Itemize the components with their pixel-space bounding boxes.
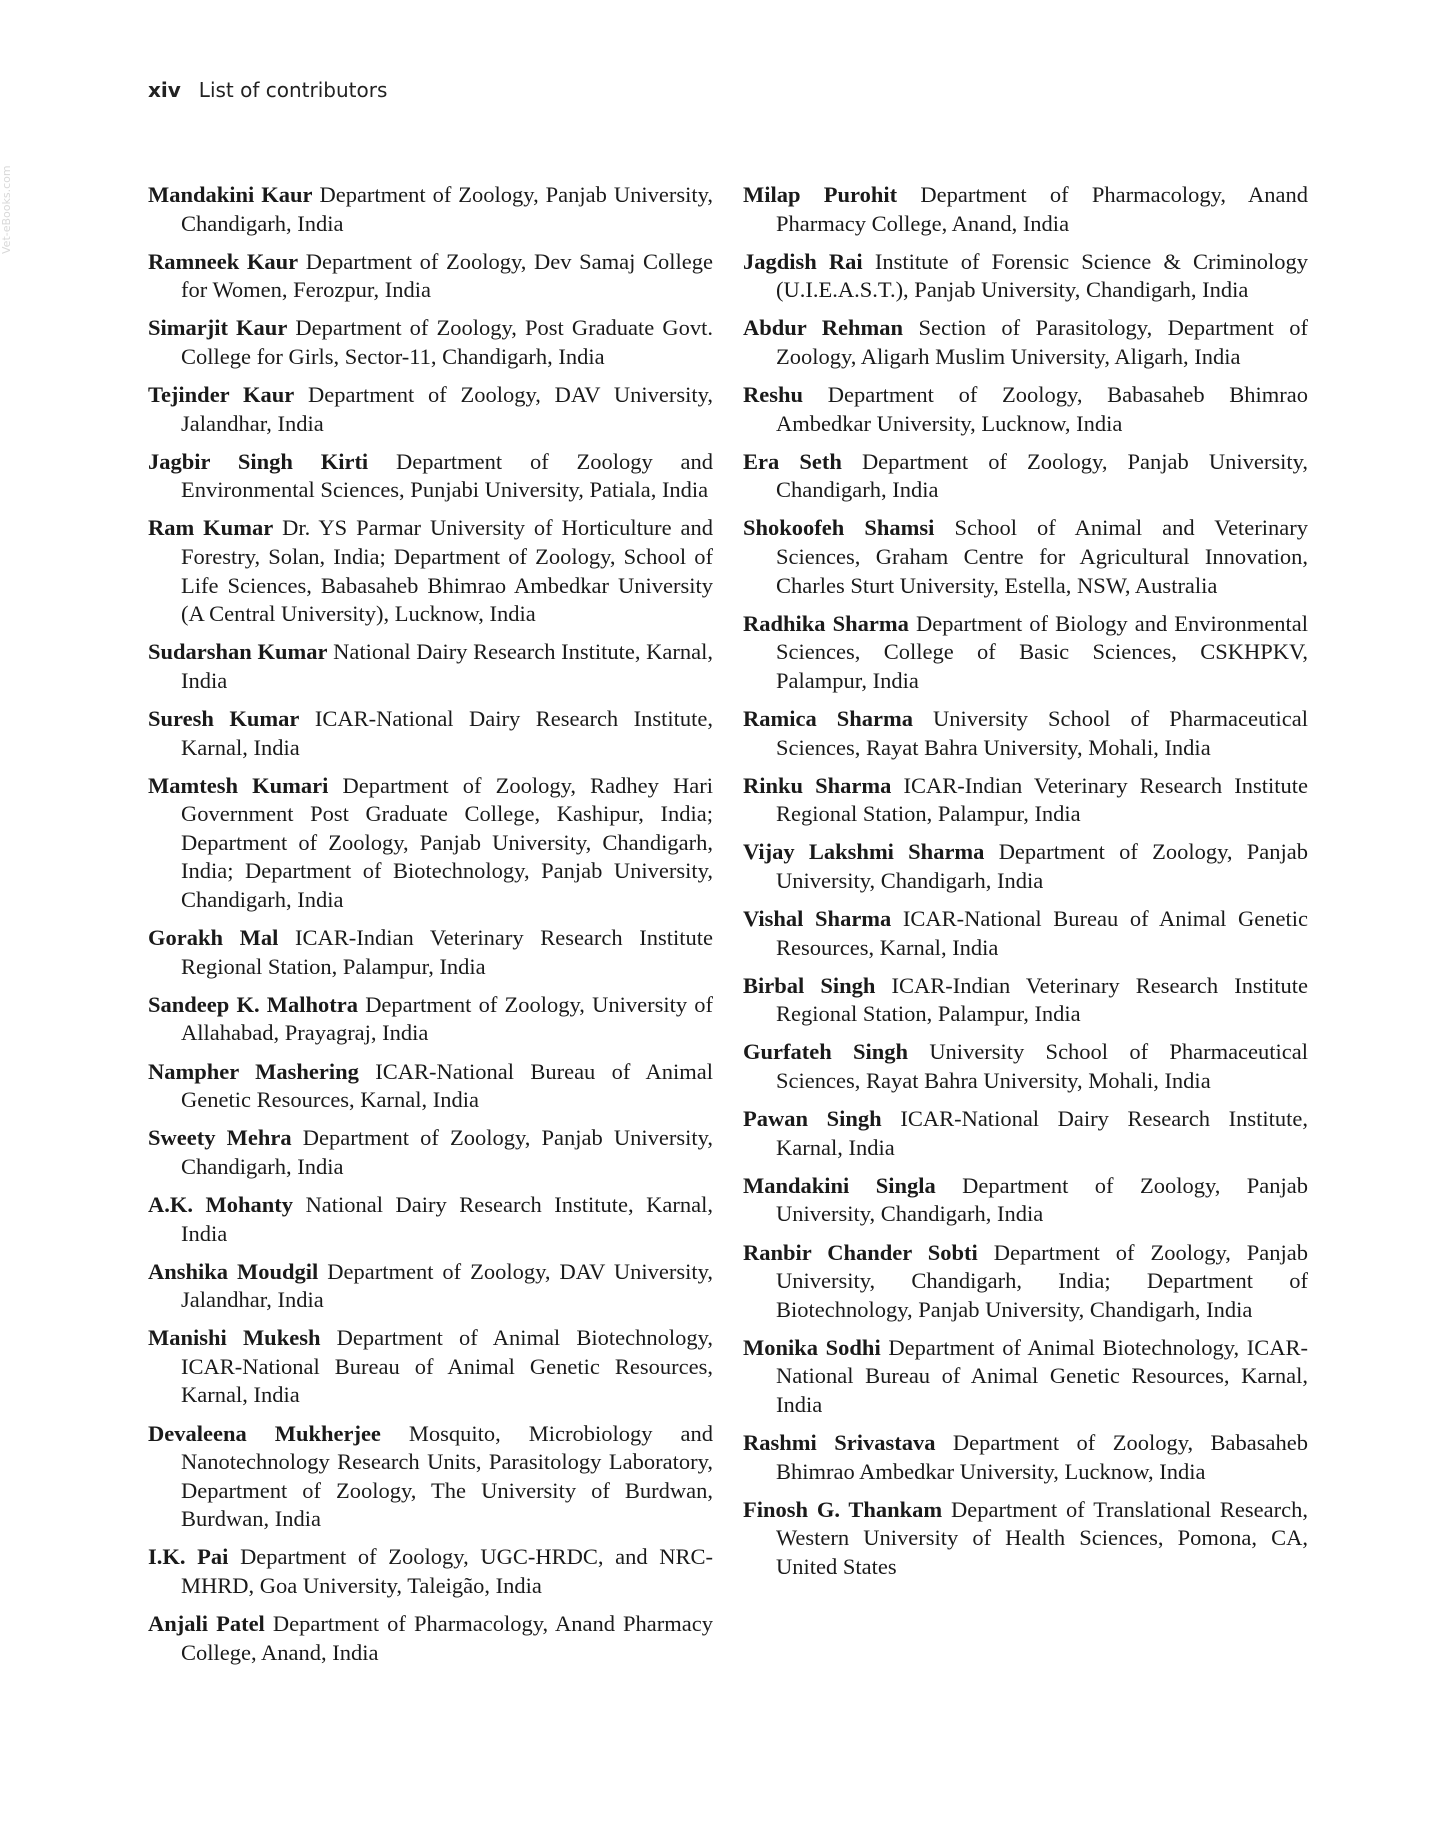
contributor-affiliation: Department of Pharmacology, Anand Pharmacy College, Anand, India: [776, 182, 1309, 236]
contributor-affiliation: Department of Zoology, Panjab University, Chandigarh, India: [776, 839, 1309, 893]
contributor-name: Mandakini Kaur: [148, 182, 313, 207]
contributor-entry: [148, 1258, 713, 1315]
contributor-entry: [148, 181, 713, 238]
contributor-affiliation: ICAR-Indian Veterinary Research Institute Regional Station, Palampur, India: [776, 972, 1308, 1027]
contributor-entry: [743, 1334, 1308, 1420]
contributor-affiliation: Department of Zoology, Panjab University, Chandigarh, India: [776, 1172, 1309, 1227]
contributor-name: Ram Kumar: [148, 515, 274, 541]
contributor-affiliation: Department of Pharmacology, Anand Pharmacy College, Anand, India: [181, 1611, 713, 1665]
contributor-affiliation: Department of Animal Biotechnology, ICAR-National Bureau of Animal Genetic Resources, Karnal, India: [181, 1325, 713, 1408]
contributor-entry: [148, 248, 713, 305]
running-head: [148, 78, 387, 102]
contributor-entry: [148, 1191, 713, 1248]
contributor-affiliation: Department of Zoology, Radhey Hari Government Post Graduate College, Kashipur, India; Department of Zoology, Panjab University, Chandigarh, India; Department of Biotechnology, Panjab University, Chandigarh, India: [181, 772, 713, 913]
contributor-affiliation: Department of Zoology, University of Allahabad, Prayagraj, India: [181, 991, 713, 1046]
watermark: Vet-eBooks.com: [0, 165, 13, 255]
contributor-entry: [743, 772, 1308, 829]
contributor-affiliation: Institute of Forensic Science & Criminology (U.I.E.A.S.T.), Panjab University, Chandigarh, India: [776, 248, 1309, 303]
contributor-affiliation: ICAR-National Dairy Research Institute, Karnal, India: [776, 1106, 1308, 1160]
contributor-affiliation: Department of Zoology, Dev Samaj College for Women, Ferozpur, India: [181, 248, 713, 303]
contributor-entry: [743, 448, 1308, 505]
contributor-entry: [743, 1239, 1308, 1325]
contributor-name: Era Seth: [743, 448, 842, 474]
contributor-affiliation: Department of Biology and Environmental Sciences, College of Basic Sciences, CSKHPKV, Palampur, India: [776, 610, 1308, 693]
contributor-affiliation: Section of Parasitology, Department of Zoology, Aligarh Muslim University, Aligarh, India: [776, 315, 1308, 369]
contributor-name: Ramneek Kaur: [148, 248, 299, 274]
contributor-name: I.K. Pai: [148, 1544, 229, 1570]
contributor-name: Rinku Sharma: [743, 772, 892, 798]
contributor-name: Vishal Sharma: [743, 906, 892, 932]
contributor-affiliation: Department of Animal Biotechnology, ICAR-National Bureau of Animal Genetic Resources, Karnal, India: [776, 1334, 1308, 1417]
contributor-name: Devaleena Mukherjee: [148, 1420, 381, 1446]
contributor-name: Mandakini Singla: [743, 1172, 936, 1198]
contributor-affiliation: University School of Pharmaceutical Sciences, Rayat Bahra University, Mohali, India: [776, 1039, 1309, 1094]
contributor-name: Jagdish Rai: [743, 248, 863, 274]
contributor-entry: [148, 381, 713, 438]
contributor-entry: [148, 638, 713, 695]
contributor-name: Reshu: [743, 382, 804, 408]
contributor-affiliation: Department of Zoology, DAV University, Jalandhar, India: [181, 382, 714, 436]
page-number: xiv: [148, 78, 181, 102]
contributor-name: Rashmi Srivastava: [743, 1430, 936, 1456]
contributor-entry: [743, 1429, 1308, 1486]
contributor-name: A.K. Mohanty: [148, 1191, 294, 1217]
contributor-name: Finosh G. Thankam: [743, 1496, 943, 1522]
contributor-affiliation: Dr. YS Parmar University of Horticulture and Forestry, Solan, India; Department of Zoology, School of Life Sciences, Babasaheb Bhimrao Ambedkar University (A Central University), Lucknow, India: [181, 515, 713, 627]
contributor-entry: [148, 314, 713, 371]
contributor-affiliation: Department of Zoology, Panjab University, Chandigarh, India: [181, 1125, 714, 1179]
contributor-name: Birbal Singh: [743, 972, 876, 998]
contributor-entry: [743, 838, 1308, 895]
contributor-name: Anjali Patel: [148, 1611, 265, 1637]
contributor-name: Simarjit Kaur: [148, 315, 288, 341]
contributor-affiliation: ICAR-National Bureau of Animal Genetic Resources, Karnal, India: [181, 1058, 713, 1113]
contributor-name: Pawan Singh: [743, 1106, 882, 1132]
contributor-name: Abdur Rehman: [743, 315, 904, 341]
contributor-entry: [148, 1058, 713, 1115]
contributor-entry: [148, 1610, 713, 1667]
contributor-entry: [148, 991, 713, 1048]
contributor-entry: [743, 905, 1308, 962]
contributor-affiliation: National Dairy Research Institute, Karnal, India: [181, 1191, 713, 1246]
contributor-affiliation: Department of Zoology, Panjab University, Chandigarh, India; Department of Biotechnology, Panjab University, Chandigarh, India: [776, 1239, 1309, 1322]
contributors-right-column: [743, 181, 1308, 1591]
contributor-name: Nampher Mashering: [148, 1058, 359, 1084]
contributor-name: Sweety Mehra: [148, 1125, 292, 1151]
contributor-affiliation: National Dairy Research Institute, Karnal, India: [181, 639, 713, 693]
contributor-affiliation: School of Animal and Veterinary Sciences, Graham Centre for Agricultural Innovation, Charles Sturt University, Estella, NSW, Australia: [776, 515, 1309, 598]
contributor-affiliation: Department of Zoology, DAV University, Jalandhar, India: [181, 1258, 714, 1313]
contributor-affiliation: Department of Zoology, Panjab University, Chandigarh, India: [776, 448, 1309, 503]
contributor-name: Vijay Lakshmi Sharma: [743, 839, 985, 865]
contributor-name: Gorakh Mal: [148, 925, 279, 951]
contributor-affiliation: Department of Zoology, Post Graduate Govt. College for Girls, Sector-11, Chandigarh, India: [181, 315, 713, 369]
contributor-entry: [743, 514, 1308, 600]
contributor-affiliation: ICAR-Indian Veterinary Research Institute Regional Station, Palampur, India: [776, 772, 1309, 827]
contributor-name: Radhika Sharma: [743, 610, 909, 636]
contributor-entry: [148, 448, 713, 505]
contributor-name: Milap Purohit: [743, 182, 898, 207]
contributor-affiliation: Mosquito, Microbiology and Nanotechnology Research Units, Parasitology Laboratory, Department of Zoology, The University of Burdwan, Burdwan, India: [181, 1420, 713, 1532]
contributor-name: Suresh Kumar: [148, 706, 300, 731]
contributor-name: Manishi Mukesh: [148, 1325, 321, 1351]
running-title: List of contributors: [198, 78, 388, 102]
contributor-name: Anshika Moudgil: [148, 1258, 319, 1284]
contributors-left-column: [148, 181, 713, 1677]
contributor-name: Ranbir Chander Sobti: [743, 1239, 978, 1265]
contributor-entry: [743, 705, 1308, 762]
contributor-entry: [148, 1124, 713, 1181]
contributor-name: Sandeep K. Malhotra: [148, 991, 358, 1017]
contributor-entry: [148, 1543, 713, 1600]
contributor-entry: [743, 972, 1308, 1029]
contributor-affiliation: ICAR-National Dairy Research Institute, Karnal, India: [181, 706, 714, 760]
contributor-entry: [743, 181, 1308, 238]
contributor-entry: [743, 610, 1308, 696]
contributor-entry: [148, 1324, 713, 1410]
contributor-entry: [743, 1496, 1308, 1582]
contributor-affiliation: Department of Zoology, Panjab University, Chandigarh, India: [181, 182, 714, 236]
contributor-entry: [743, 1172, 1308, 1229]
contributor-entry: [743, 1105, 1308, 1162]
contributor-name: Gurfateh Singh: [743, 1039, 909, 1065]
contributor-entry: [148, 924, 713, 981]
contributor-name: Ramica Sharma: [743, 706, 914, 731]
contributor-name: Sudarshan Kumar: [148, 639, 328, 665]
contributor-affiliation: ICAR-Indian Veterinary Research Institute Regional Station, Palampur, India: [181, 925, 713, 979]
contributor-entry: [743, 381, 1308, 438]
contributor-affiliation: Department of Zoology, Babasaheb Bhimrao Ambedkar University, Lucknow, India: [776, 382, 1308, 436]
contributor-entry: [148, 514, 713, 628]
contributor-name: Jagbir Singh Kirti: [148, 448, 369, 474]
contributor-name: Monika Sodhi: [743, 1334, 881, 1360]
contributor-affiliation: Department of Zoology, UGC-HRDC, and NRC-MHRD, Goa University, Taleigão, India: [181, 1544, 714, 1599]
contributor-affiliation: ICAR-National Bureau of Animal Genetic Resources, Karnal, India: [776, 906, 1308, 960]
contributor-affiliation: Department of Translational Research, Western University of Health Sciences, Pomona, CA, United States: [776, 1496, 1309, 1579]
contributor-name: Mamtesh Kumari: [148, 772, 329, 798]
contributor-affiliation: Department of Zoology, Babasaheb Bhimrao Ambedkar University, Lucknow, India: [776, 1430, 1309, 1484]
contributor-affiliation: University School of Pharmaceutical Sciences, Rayat Bahra University, Mohali, India: [776, 706, 1308, 760]
contributor-entry: [148, 705, 713, 762]
contributor-entry: [148, 1420, 713, 1534]
contributor-name: Tejinder Kaur: [148, 382, 295, 408]
contributor-entry: [743, 248, 1308, 305]
contributor-name: Shokoofeh Shamsi: [743, 515, 935, 541]
contributor-entry: [743, 1038, 1308, 1095]
contributor-entry: [743, 314, 1308, 371]
contributor-entry: [148, 772, 713, 915]
contributor-affiliation: Department of Zoology and Environmental Sciences, Punjabi University, Patiala, India: [181, 448, 713, 503]
